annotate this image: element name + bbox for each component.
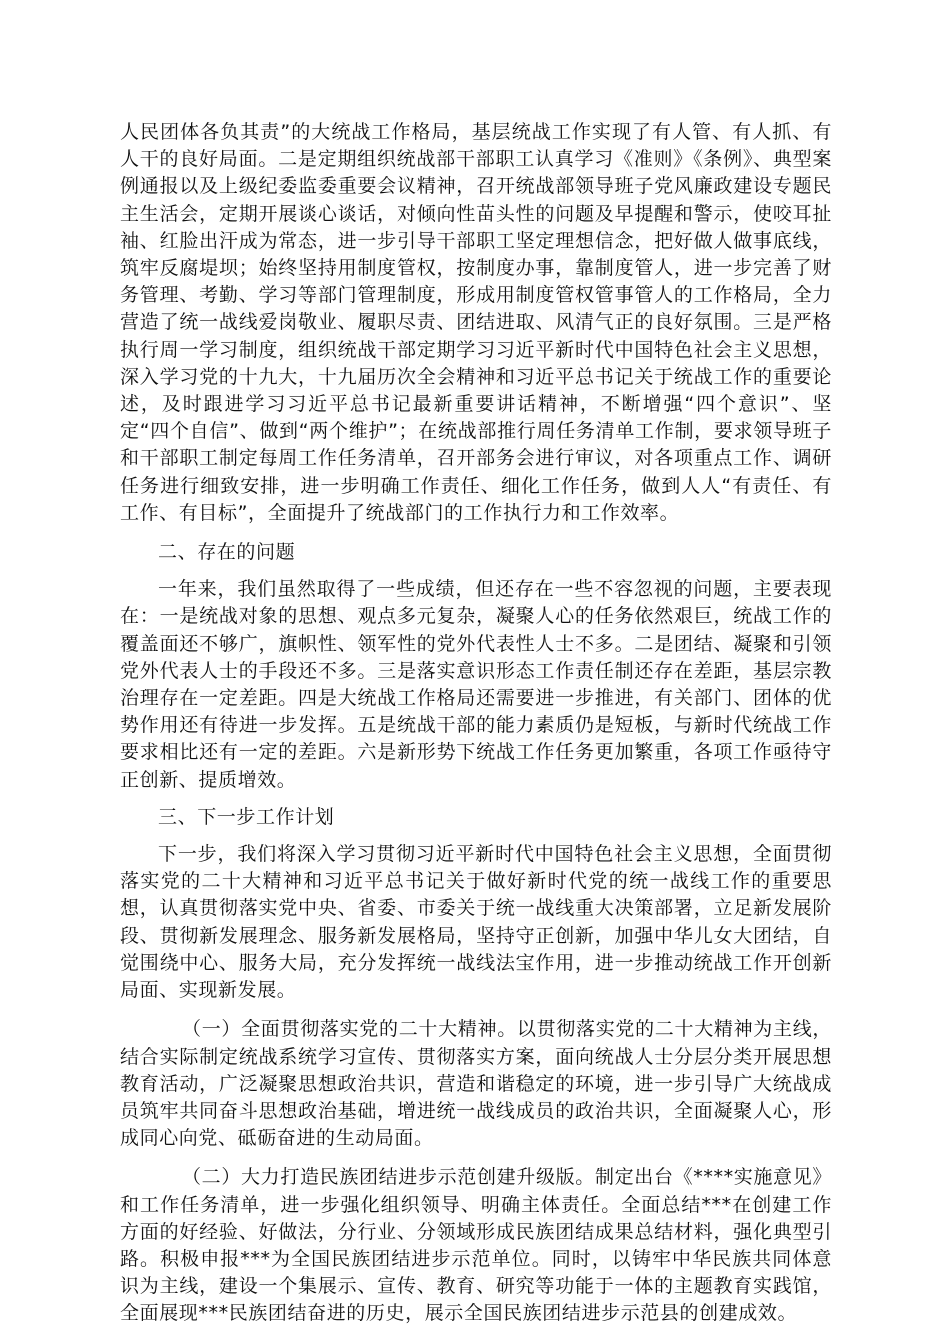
paragraph-next-plan: 下一步，我们将深入学习贯彻习近平新时代中国特色社会主义思想，全面贯彻落实党的二十大精神和习近平总书记关于做好新时代党的统一战线工作的重要思想，认真贯彻落实党中央、省委、市委关于统一战线重大决策部署，立足新发展阶段、贯彻新发展理念、服务新发展格局，坚持守正创新，加强中华儿女大团结，自觉围绕中心、服务大局，充分发挥统一战线法宝作用，进一步推动统战工作开创新局面、实现新发展。 xyxy=(120,843,832,1002)
paragraph-item-two: （二）大力打造民族团结进步示范创建升级版。制定出台《****实施意见》和工作任务清单，进一步强化组织领导、明确主体责任。全面总结***在创建工作方面的好经验、好做法，分行业、分领域形成民族团结成果总结材料，强化典型引路。积极申报***为全国民族团结进步示范单位。同时，以铸牢中华民族共同体意识为主线，建设一个集展示、宣传、教育、研究等功能于一体的主题教育实践馆，全面展现***民族团结奋进的历史，展示全国民族团结进步示范县的创建成效。 xyxy=(120,1166,832,1325)
paragraph-problems: 一年来，我们虽然取得了一些成绩，但还存在一些不容忽视的问题，主要表现在：一是统战对象的思想、观点多元复杂，凝聚人心的任务依然艰巨，统战工作的覆盖面还不够广，旗帜性、领军性的党外代表性人士不多。二是团结、凝聚和引领党外代表人士的手段还不多。三是落实意识形态工作责任制还存在差距，基层宗教治理存在一定差距。四是大统战工作格局还需要进一步推进，有关部门、团体的优势作用还有待进一步发挥。五是统战干部的能力素质仍是短板，与新时代统战工作要求相比还有一定的差距。六是新形势下统战工作任务更加繁重，各项工作亟待守正创新、提质增效。 xyxy=(120,578,832,791)
section-heading-next-plan: 三、下一步工作计划 xyxy=(158,805,335,828)
paragraph-continuation: 人民团体各负其责”的大统战工作格局，基层统战工作实现了有人管、有人抓、有人干的良好局面。二是定期组织统战部干部职工认真学习《准则》《条例》、典型案例通报以及上级纪委监委重要会议精神，召开统战部领导班子党风廉政建设专题民主生活会，定期开展谈心谈话，对倾向性苗头性的问题及早提醒和警示，使咬耳扯袖、红脸出汗成为常态，进一步引导干部职工坚定理想信念，把好做人做事底线，筑牢反腐堤坝；始终坚持用制度管权，按制度办事，靠制度管人，进一步完善了财务管理、考勤、学习等部门管理制度，形成用制度管权管事管人的工作格局，全力营造了统一战线爱岗敬业、履职尽责、团结进取、风清气正的良好氛围。三是严格执行周一学习制度，组织统战干部定期学习习近平新时代中国特色社会主义思想，深入学习党的十九大，十九届历次全会精神和习近平总书记关于统战工作的重要论述，及时跟进学习习近平总书记最新重要讲话精神，不断增强“四个意识”、坚定“四个自信”、做到“两个维护”；在统战部推行周任务清单工作制，要求领导班子和干部职工制定每周工作任务清单，召开部务会进行审议，对各项重点工作、调研任务进行细致安排，进一步明确工作责任、细化工作任务，做到人人“有责任、有工作、有目标”，全面提升了统战部门的工作执行力和工作效率。 xyxy=(120,121,832,524)
paragraph-item-one: （一）全面贯彻落实党的二十大精神。以贯彻落实党的二十大精神为主线，结合实际制定统战系统学习宣传、贯彻落实方案，面向统战人士分层分类开展思想教育活动，广泛凝聚思想政治共识，营造和谐稳定的环境，进一步引导广大统战成员筑牢共同奋斗思想政治基础，增进统一战线成员的政治共识，全面凝聚人心，形成同心向党、砥砺奋进的生动局面。 xyxy=(120,1018,832,1150)
section-heading-problems: 二、存在的问题 xyxy=(158,541,296,564)
document-body xyxy=(120,119,832,1338)
